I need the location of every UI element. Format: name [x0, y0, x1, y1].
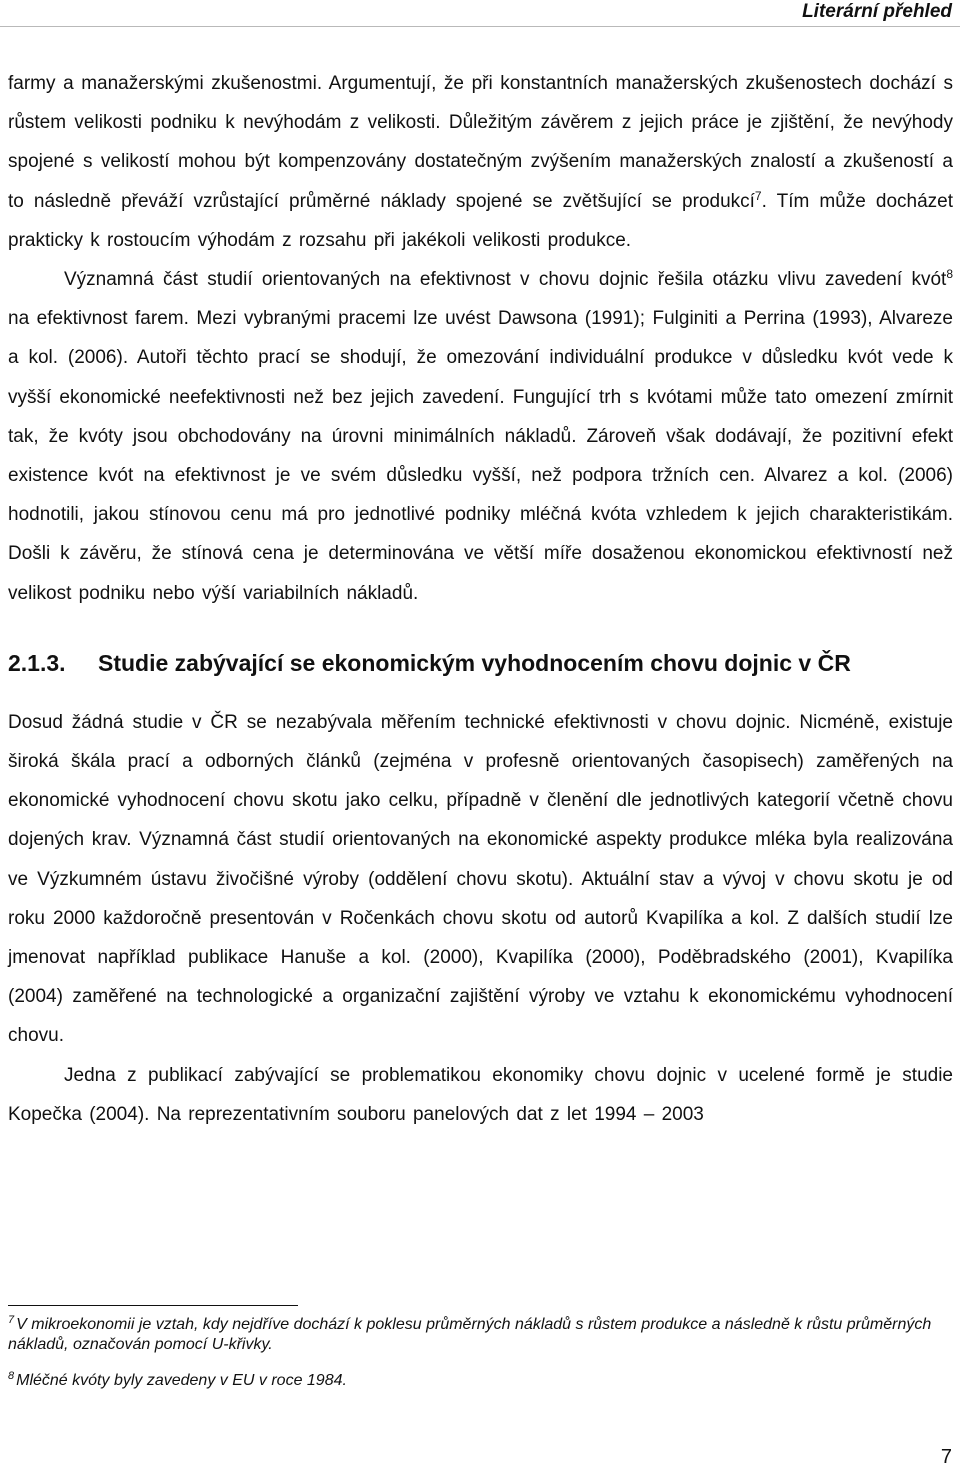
footnote-8 [8, 1371, 953, 1391]
footnote-text: V mikroekonomii je vztah, kdy nejdříve dochází k poklesu průměrných nákladů s růstem produkce a následně k růstu průměrných nákladů, označován pomocí U-křivky. [8, 1316, 932, 1353]
footnote-number: 8 [8, 1370, 15, 1383]
running-header-title: Literární přehled [802, 1, 952, 22]
page-number: 7 [940, 1446, 952, 1468]
section-title: Studie zabývající se ekonomickým vyhodnocením chovu dojnic v ČR [98, 649, 851, 676]
paragraph-1-text-cont: . Tím může docházet prakticky k rostoucím výhodám z rozsahu při jakékoli velikosti produkce. [8, 190, 954, 251]
paragraph-3: Dosud žádná studie v ČR se nezabývala měřením technické efektivnosti v chovu dojnic. Nicméně, existuje široká škála prací a odborných článků (zejména v profesně orientovaných časopisech) zaměřených na ekonomické vyhodnocení chovu skotu jako celku, případně v členění dle jednotlivých kategorií včetně chovu dojených krav. Významná část studií orientovaných na ekonomické aspekty produkce mléka byla realizována ve Výzkumném ústavu živočišné výroby (oddělení chovu skotu). Aktuální stav a vývoj v chovu skotu je od roku 2000 každoročně presentován v Ročenkách chovu skotu od autorů Kvapilíka a kol. Z dalších studií lze jmenovat například publikace Hanuše a kol. (2000), Kvapilíka (2000), Poděbradského (2001), Kvapilíka (2004) zaměřené na technologické a organizační zajištění výroby ve vztahu k ekonomickému vyhodnocení chovu. [8, 711, 953, 1047]
paragraph-1-text: farmy a manažerskými zkušenostmi. Argumentují, že při konstantních manažerských zkušenostech dochází s růstem velikosti podniku k nevýhodám z velikosti. Důležitým závěrem z jejich práce je zjištění, že nevýhody spojené s velikostí mohou být kompenzovány dostatečným zvýšením manažerských znalostí a zkušeností a to následně převáží vzrůstající průměrné náklady spojené se zvětšující se produkcí [8, 73, 953, 212]
footnote-7 [8, 1315, 953, 1354]
running-header [0, 0, 960, 27]
section-heading [8, 648, 953, 679]
footnotes [8, 1315, 953, 1408]
footnote-separator [8, 1305, 298, 1306]
paragraph-4: Jedna z publikací zabývající se problematikou ekonomiky chovu dojnic v ucelené formě je studie Kopečka (2004). Na reprezentativním souboru panelových dat z let 1994 – 2003 [8, 1064, 953, 1125]
footnote-text: Mléčné kvóty byly zavedeny v EU v roce 1984. [16, 1372, 347, 1390]
paragraph-2-text: Významná část studií orientovaných na efektivnost v chovu dojnic řešila otázku vlivu zavedení kvót [64, 269, 947, 291]
footnote-ref-7[interactable]: 7 [754, 188, 762, 203]
page-body [8, 64, 953, 1134]
paragraph-1 [8, 64, 953, 260]
footnote-ref-8[interactable]: 8 [946, 267, 953, 282]
paragraph-2-text-cont: na efektivnost farem. Mezi vybranými pracemi lze uvést Dawsona (1991); Fulginiti a Perrina (1993), Alvareze a kol. (2006). Autoři těchto prací se shodují, že omezování individuální produkce v důsledku kvót vede k vyšší ekonomické neefektivnosti než bez jejich zavedení. Fungující trh s kvótami může tato omezení zmírnit tak, že kvóty jsou obchodovány na úrovni minimálních nákladů. Zároveň však dodávají, že pozitivní efekt existence kvót na efektivnost je ve svém důsledku vyšší, než podpora tržních cen. Alvarez a kol. (2006) hodnotili, jakou stínovou cenu má pro jednotlivé podniky mléčná kvóta vzhledem k jejich charakteristikám. Došli k závěru, že stínová cena je determinována ve větší míře dosaženou ekonomickou efektivností než velikost podniku nebo výší variabilních nákladů. [8, 308, 953, 604]
paragraph-2 [8, 260, 953, 613]
footnote-number: 7 [8, 1314, 15, 1326]
section-number: 2.1.3. [8, 649, 66, 676]
